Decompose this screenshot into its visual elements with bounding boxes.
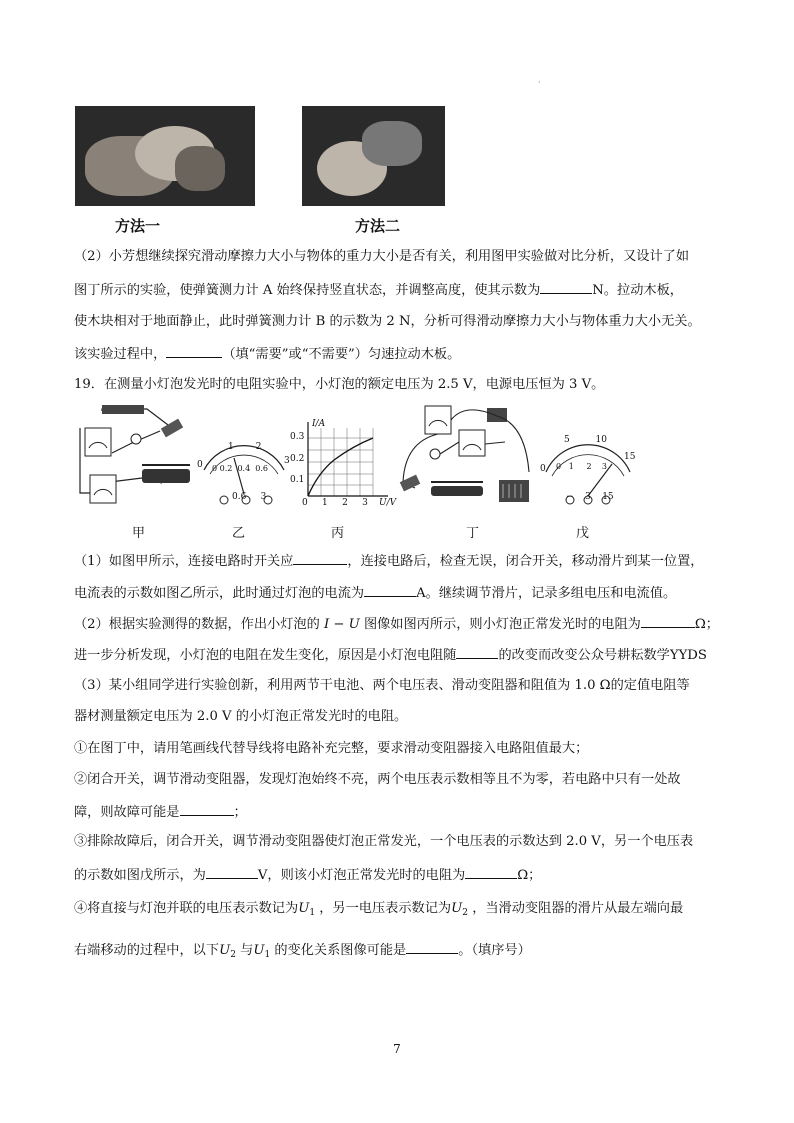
voltmeter-scale-mid: 0 1 2 3 (556, 462, 607, 471)
figure-label: 乙 (232, 526, 246, 541)
answer-blank[interactable] (641, 614, 695, 628)
ammeter-scale-mid: 0 0.2 0.4 0.6 (212, 464, 269, 473)
answer-blank[interactable] (180, 802, 234, 816)
voltmeter-scale-zero: 0 (540, 464, 546, 474)
figure-jia-circuit (72, 403, 194, 508)
q18-line-3: 使木块相对于地面静止，此时弹簧测力计 B 的示数为 2 N，分析可得滑动摩擦力大小与物体重力大小无关。 (74, 314, 701, 329)
answer-blank[interactable] (293, 551, 347, 565)
q19-part2-line2: 进一步分析发现，小灯泡的电阻在发生变化，原因是小灯泡电阻随 的改变而改变公众号耕耘数学YYDS (74, 645, 707, 665)
figure-label: 戊 (576, 526, 590, 541)
q19-part1-line1: （1）如图甲所示，连接电路时开关应 ，连接电路后，检查无误，闭合开关，移动滑片到某一位置， (74, 551, 703, 571)
graph-y-label: I/A (312, 419, 326, 429)
graph-y-tick: 0.3 (290, 432, 305, 442)
q19-step-3-line2: 的示数如图戊所示，为 V，则该小灯泡正常发光时的电阻为 Ω； (74, 865, 541, 885)
graph-x-ticks: 0 1 2 3 (302, 498, 368, 508)
voltmeter-scale-fifteen: 15 (624, 452, 636, 462)
stray-mark: · (538, 78, 541, 87)
q18-line-1: （2）小芳想继续探究滑动摩擦力大小与物体的重力大小是否有关，利用图甲实验做对比分析，又设计了如 (74, 249, 690, 264)
q19-step-1: ①在图丁中，请用笔画线代替导线将电路补充完整，要求滑动变阻器接入电路阻值最大； (74, 741, 589, 756)
q19-step-4-line2: 右端移动的过程中，以下$U_2$ 与$U_1$ 的变化关系图像可能是 。（填序号） (74, 940, 531, 964)
q19-step-2-line1: ②闭合开关，调节滑动变阻器，发现灯泡始终不亮，两个电压表示数相等且不为零，若电路中只有一处故 (74, 772, 681, 787)
q19-stem: 19．在测量小灯泡发光时的电阻实验中，小灯泡的额定电压为 2.5 V，电源电压恒为 3 V。 (74, 377, 605, 392)
q19-part3-line1: （3）某小组同学进行实验创新，利用两节干电池、两个电压表、滑动变阻器和阻值为 1.0 Ω的定值电阻等 (74, 678, 690, 693)
ammeter-scale-top: 1 2 (228, 442, 262, 452)
figure-label: 甲 (132, 526, 146, 541)
q19-step-2-line2: 障，则故障可能是 ； (74, 802, 247, 822)
answer-blank[interactable] (364, 583, 416, 597)
caption-method-1: 方法一 (115, 217, 161, 235)
answer-blank[interactable] (406, 940, 458, 954)
q18-line-4: 该实验过程中， （填“需要”或“不需要”）匀速拉动木板。 (74, 344, 460, 364)
graph-y-tick: 0.1 (290, 475, 305, 485)
page-number: 7 (393, 1042, 401, 1056)
answer-blank[interactable] (166, 344, 222, 358)
voltmeter-scale-top: 5 10 (564, 435, 607, 445)
q19-step-4-line1: ④将直接与灯泡并联的电压表示数记为$U_1$ ，另一电压表示数记为$U_2$ ，当滑动变阻器的滑片从最左端向最 (74, 901, 684, 918)
answer-blank[interactable] (465, 865, 517, 879)
ammeter-scale-zero: 0 (197, 460, 203, 470)
q19-part2-line1: （2）根据实验测得的数据，作出小灯泡的 I − U 图像如图丙所示，则小灯泡正常发光时的电阻为 Ω； (74, 614, 719, 634)
answer-blank[interactable] (540, 280, 592, 294)
answer-blank[interactable] (456, 645, 498, 659)
figure-label: 丙 (331, 526, 345, 541)
graph-y-tick: 0.2 (290, 454, 305, 464)
q19-part1-line2: 电流表的示数如图乙所示，此时通过灯泡的电流为 A。继续调节滑片，记录多组电压和电流值。 (74, 583, 676, 603)
figure-ding-circuit (395, 402, 545, 514)
answer-blank[interactable] (206, 865, 258, 879)
figure-label: 丁 (466, 526, 480, 541)
ammeter-terminals: 0.6 3 (232, 492, 267, 502)
q19-step-3-line1: ③排除故障后，闭合开关，调节滑动变阻器使灯泡正常发光，一个电压表的示数达到 2.0 V，另一个电压表 (74, 834, 694, 849)
voltmeter-terminals: − 3 15 (566, 492, 614, 502)
photo-method-1 (75, 106, 255, 206)
q19-part3-line2: 器材测量额定电压为 2.0 V 的小灯泡正常发光时的电阻。 (74, 709, 408, 724)
q18-line-2: 图丁所示的实验，使弹簧测力计 A 始终保持竖直状态，并调整高度，使其示数为 N。拉动木板， (74, 280, 683, 300)
caption-method-2: 方法二 (355, 217, 401, 235)
photo-method-2 (302, 106, 445, 206)
ammeter-scale-three: 3 (284, 456, 290, 466)
graph-x-label: U/V (379, 498, 397, 508)
